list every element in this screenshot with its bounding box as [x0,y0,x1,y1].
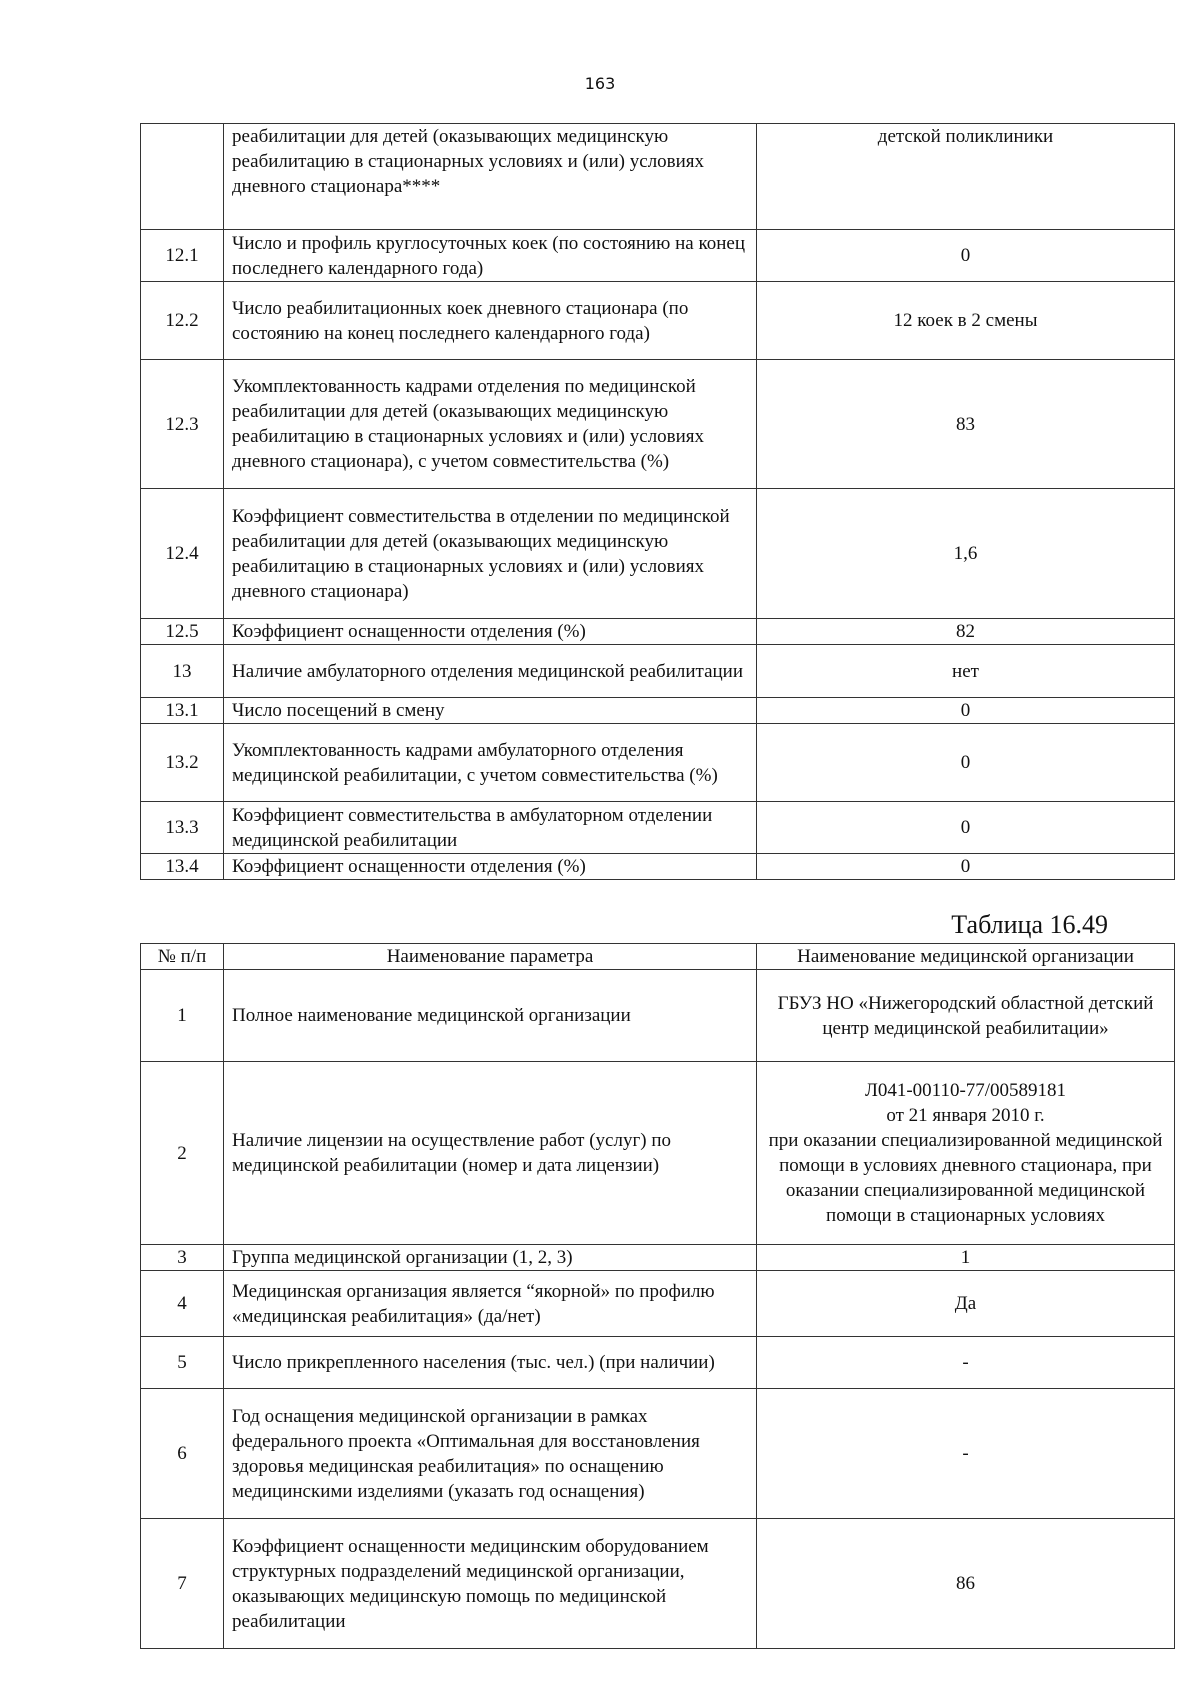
parameter-name: Укомплектованность кадрами амбулаторного отделения медицинской реабилитации, с учетом совместительства (%) [224,724,757,802]
parameter-value: 86 [757,1519,1175,1649]
table-row [141,1337,1175,1389]
row-number [141,124,224,230]
row-number: 7 [141,1519,224,1649]
parameter-name: Коэффициент совместительства в амбулаторном отделении медицинской реабилитации [224,802,757,854]
table-row [141,1245,1175,1271]
parameter-name: Число прикрепленного населения (тыс. чел.) (при наличии) [224,1337,757,1389]
table-row [141,854,1175,880]
parameter-name: Число реабилитационных коек дневного стационара (по состоянию на конец последнего календарного года) [224,282,757,360]
row-number: 1 [141,970,224,1062]
table-row [141,282,1175,360]
table-row [141,230,1175,282]
row-number: 12.1 [141,230,224,282]
parameter-name: реабилитации для детей (оказывающих медицинскую реабилитацию в стационарных условиях и (или) условиях дневного стационара**** [224,124,757,230]
continued-parameters-table [140,123,1175,880]
parameter-value: - [757,1389,1175,1519]
table-row [141,724,1175,802]
table-row [141,1062,1175,1245]
parameter-name: Коэффициент оснащенности медицинским оборудованием структурных подразделений медицинской организации, оказывающих медицинскую помощь по медицинской реабилитации [224,1519,757,1649]
parameter-name: Укомплектованность кадрами отделения по медицинской реабилитации для детей (оказывающих медицинскую реабилитацию в стационарных условиях и (или) условиях дневного стационара), с учетом совместительства (%) [224,360,757,489]
table-row [141,1271,1175,1337]
parameter-name: Число посещений в смену [224,698,757,724]
parameter-value: 0 [757,698,1175,724]
parameter-name: Полное наименование медицинской организации [224,970,757,1062]
parameter-value: 83 [757,360,1175,489]
parameter-value: 0 [757,724,1175,802]
parameter-name: Коэффициент совместительства в отделении по медицинской реабилитации для детей (оказывающих медицинскую реабилитацию в стационарных условиях и (или) условиях дневного стационара) [224,489,757,619]
row-number: 6 [141,1389,224,1519]
table-row [141,489,1175,619]
parameter-value: Л041-00110-77/00589181 от 21 января 2010 г. при оказании специализированной медицинской помощи в условиях дневного стационара, при оказании специализированной медицинской помощи в стационарных условиях [757,1062,1175,1245]
row-number: 12.3 [141,360,224,489]
table-row [141,802,1175,854]
row-number: 13.1 [141,698,224,724]
table-row [141,1389,1175,1519]
page-number: 163 [584,74,616,93]
row-number: 12.4 [141,489,224,619]
parameter-name: Медицинская организация является “якорной» по профилю «медицинская реабилитация» (да/нет) [224,1271,757,1337]
table-row [141,360,1175,489]
parameter-value: 1 [757,1245,1175,1271]
table-row [141,1519,1175,1649]
table-header-row [141,944,1175,970]
column-header-organization: Наименование медицинской организации [757,944,1175,970]
parameter-value: нет [757,645,1175,698]
row-number: 5 [141,1337,224,1389]
table-row [141,124,1175,230]
column-header-number: № п/п [141,944,224,970]
parameter-value: детской поликлиники [757,124,1175,230]
organization-parameters-table [140,943,1175,1649]
row-number: 13.4 [141,854,224,880]
column-header-parameter: Наименование параметра [224,944,757,970]
table-row [141,970,1175,1062]
table-row [141,698,1175,724]
parameter-name: Число и профиль круглосуточных коек (по состоянию на конец последнего календарного года) [224,230,757,282]
parameter-value: 0 [757,854,1175,880]
parameter-value: 0 [757,802,1175,854]
parameter-value: 1,6 [757,489,1175,619]
parameter-name: Наличие амбулаторного отделения медицинской реабилитации [224,645,757,698]
parameter-name: Год оснащения медицинской организации в рамках федерального проекта «Оптимальная для восстановления здоровья медицинская реабилитация» по оснащению медицинскими изделиями (указать год оснащения) [224,1389,757,1519]
table-row [141,645,1175,698]
parameter-value: Да [757,1271,1175,1337]
row-number: 4 [141,1271,224,1337]
row-number: 3 [141,1245,224,1271]
parameter-value: ГБУЗ НО «Нижегородский областной детский центр медицинской реабилитации» [757,970,1175,1062]
row-number: 12.2 [141,282,224,360]
row-number: 13 [141,645,224,698]
parameter-name: Коэффициент оснащенности отделения (%) [224,619,757,645]
parameter-value: 82 [757,619,1175,645]
row-number: 13.3 [141,802,224,854]
parameter-value: 12 коек в 2 смены [757,282,1175,360]
parameter-value: 0 [757,230,1175,282]
row-number: 12.5 [141,619,224,645]
table-row [141,619,1175,645]
parameter-value: - [757,1337,1175,1389]
parameter-name: Наличие лицензии на осуществление работ (услуг) по медицинской реабилитации (номер и дата лицензии) [224,1062,757,1245]
parameter-name: Коэффициент оснащенности отделения (%) [224,854,757,880]
table-caption: Таблица 16.49 [951,910,1108,939]
row-number: 2 [141,1062,224,1245]
parameter-name: Группа медицинской организации (1, 2, 3) [224,1245,757,1271]
row-number: 13.2 [141,724,224,802]
